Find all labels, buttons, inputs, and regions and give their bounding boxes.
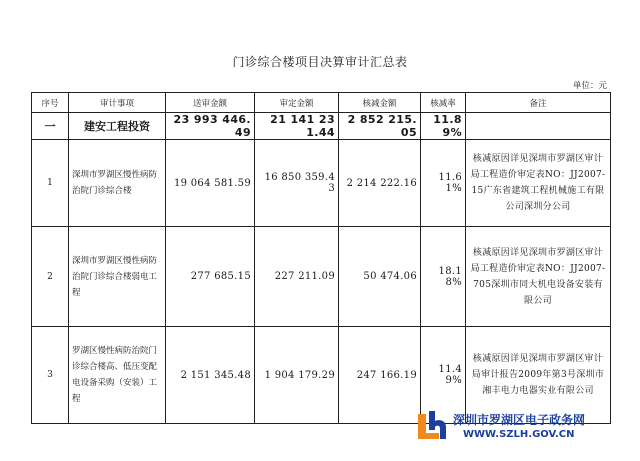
row-approved: 16 850 359.43 (255, 140, 339, 227)
table-row (32, 140, 611, 227)
row-reduced: 2 214 222.16 (339, 140, 421, 227)
site-watermark (415, 408, 615, 448)
row-submitted: 2 151 345.48 (166, 327, 255, 424)
row-rate: 11.61% (421, 140, 466, 227)
header-seq: 序号 (32, 93, 69, 113)
row-reduced: 50 474.06 (339, 227, 421, 327)
total-submitted: 23 993 446.49 (166, 113, 255, 140)
row-reduced: 247 166.19 (339, 327, 421, 424)
table-row (32, 227, 611, 327)
header-reduced: 核减金额 (339, 93, 421, 113)
row-rate: 18.18% (421, 227, 466, 327)
watermark-url: WWW.SZLH.GOV.CN (463, 429, 575, 440)
row-approved: 227 211.09 (255, 227, 339, 327)
row-item: 罗湖区慢性病防治院门诊综合楼高、低压变配电设备采购（安装）工程 (69, 327, 166, 424)
table-header-row (32, 93, 611, 113)
row-note: 核减原因详见深圳市罗湖区审计局审计报告2009年第3号深圳市湘丰电力电器实业有限公司 (466, 327, 611, 424)
total-rate: 11.89% (421, 113, 466, 140)
total-seq: 一 (32, 113, 69, 140)
row-approved: 1 904 179.29 (255, 327, 339, 424)
row-seq: 2 (32, 227, 69, 327)
watermark-site-name: 深圳市罗湖区电子政务网 (453, 413, 586, 427)
total-row (32, 113, 611, 140)
lh-logo-icon (415, 408, 449, 442)
header-item: 审计事项 (69, 93, 166, 113)
unit-label: 单位：元 (572, 81, 607, 91)
row-note: 核减原因详见深圳市罗湖区审计局工程造价审定表NO：JJ2007-705深圳市同大机电设备安装有限公司 (466, 227, 611, 327)
row-seq: 1 (32, 140, 69, 227)
row-item: 深圳市罗湖区慢性病防治院门诊综合楼 (69, 140, 166, 227)
row-seq: 3 (32, 327, 69, 424)
header-approved: 审定金额 (255, 93, 339, 113)
total-item: 建安工程投资 (69, 113, 166, 140)
total-approved: 21 141 231.44 (255, 113, 339, 140)
audit-summary-table (31, 92, 611, 424)
row-item: 深圳市罗湖区慢性病防治院门诊综合楼弱电工程 (69, 227, 166, 327)
row-submitted: 277 685.15 (166, 227, 255, 327)
total-note (466, 113, 611, 140)
header-rate: 核减率 (421, 93, 466, 113)
header-submitted: 送审金额 (166, 93, 255, 113)
document-title: 门诊综合楼项目决算审计汇总表 (232, 55, 408, 69)
row-note: 核减原因详见深圳市罗湖区审计局工程造价审定表NO：JJ2007-15广东省建筑工程机械施工有限公司深圳分公司 (466, 140, 611, 227)
row-rate: 11.49% (421, 327, 466, 424)
total-reduced: 2 852 215.05 (339, 113, 421, 140)
row-submitted: 19 064 581.59 (166, 140, 255, 227)
header-note: 备注 (466, 93, 611, 113)
